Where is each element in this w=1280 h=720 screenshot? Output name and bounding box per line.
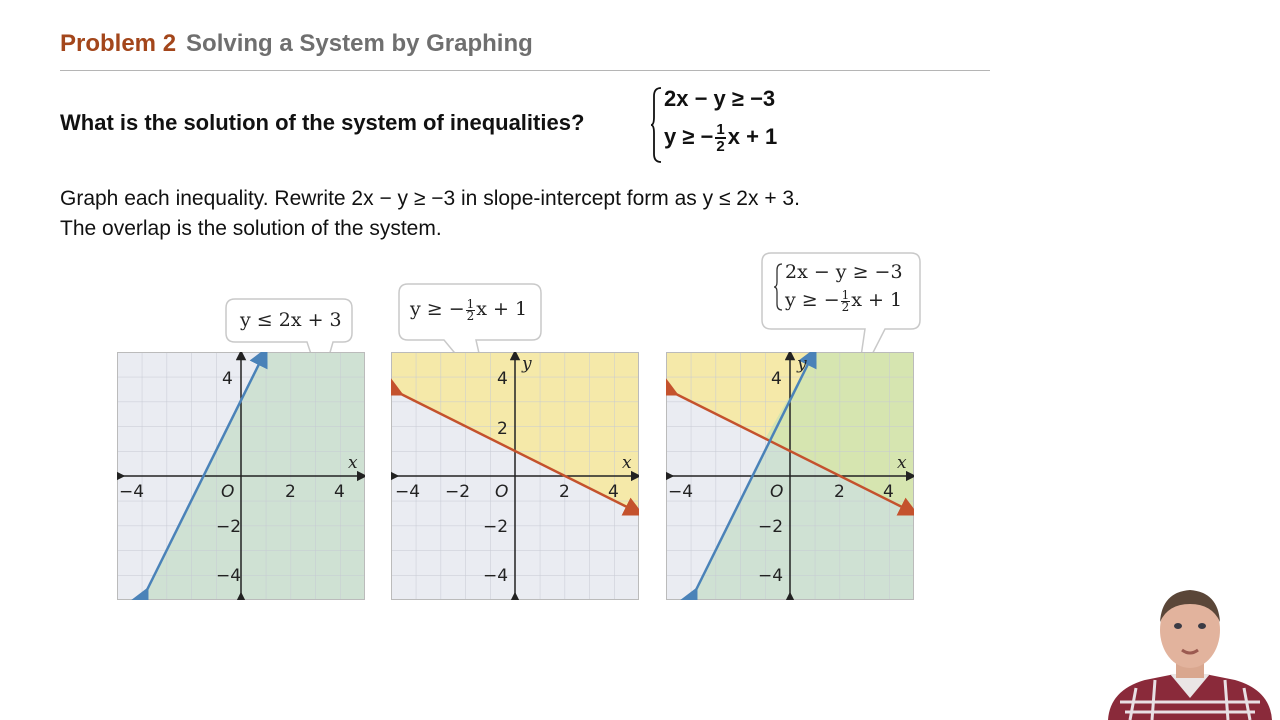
question-text: What is the solution of the system of inequalities? <box>60 110 585 135</box>
page-title <box>60 30 533 58</box>
graph-1-tick-x-neg4: −4 <box>119 482 145 502</box>
graph-3-tick-y-neg4: −4 <box>758 566 784 586</box>
graph-3-axis-y-label: y <box>797 354 807 374</box>
callout-3-fraction <box>841 287 851 314</box>
brace-icon <box>650 84 664 166</box>
graph-2-axis-y-label: y <box>522 354 532 374</box>
graph-1 <box>117 352 365 600</box>
callout-2-den: 2 <box>466 308 475 323</box>
callout-3-suffix: x + 1 <box>851 289 903 311</box>
graph-1-tick-x-4: 4 <box>334 482 345 502</box>
callout-2-suffix: x + 1 <box>476 298 528 320</box>
graph-1-tick-y-neg2: −2 <box>216 517 242 537</box>
callout-2-prefix: y ≥ − <box>410 298 465 320</box>
eq2-frac-num: 1 <box>716 121 725 138</box>
callout-3-prefix: y ≥ − <box>785 289 840 311</box>
graph-1-tick-y-neg4: −4 <box>216 566 242 586</box>
callout-2-fraction <box>466 296 476 323</box>
eq2-prefix: y ≥ − <box>664 123 714 149</box>
callout-3-den: 2 <box>841 299 850 314</box>
explanation-line-1: Graph each inequality. Rewrite 2x − y ≥ −3 in slope-intercept form as y ≤ 2x + 3. <box>60 187 800 210</box>
graph-2-tick-x-neg4: −4 <box>395 482 421 502</box>
system-eq2 <box>664 122 777 154</box>
problem-title: Solving a System by Graphing <box>186 30 533 57</box>
graph-1-tick-y-4: 4 <box>222 369 233 389</box>
graph-2-origin-label: O <box>495 482 509 502</box>
graph-1-axis-x-label: x <box>348 453 358 473</box>
graph-2-tick-x-neg2: −2 <box>445 482 471 502</box>
graph-1-tick-x-2: 2 <box>285 482 296 502</box>
graph-3-origin-label: O <box>770 482 784 502</box>
graph-2-tick-y-neg4: −4 <box>483 566 509 586</box>
title-divider <box>60 70 990 71</box>
graph-2-tick-x-4: 4 <box>608 482 619 502</box>
eq2-fraction <box>715 122 725 154</box>
graph-3-tick-y-neg2: −2 <box>758 517 784 537</box>
eq2-suffix: x + 1 <box>727 123 778 149</box>
system-eq1: 2x − y ≥ −3 <box>664 86 776 111</box>
callout-3-line-1: 2x − y ≥ −3 <box>785 261 903 283</box>
callout-2-num: 1 <box>466 296 475 311</box>
inequality-system <box>650 84 830 166</box>
graph-3-tick-x-2: 2 <box>834 482 845 502</box>
callout-3-line-2 <box>785 289 902 313</box>
graph-2-tick-y-4: 4 <box>497 369 508 389</box>
callout-3-num: 1 <box>841 287 850 302</box>
callout-2-text <box>410 298 527 322</box>
graph-3-axis-x-label: x <box>897 453 907 473</box>
callout-1-text: y ≤ 2x + 3 <box>240 309 342 331</box>
graph-2-axis-x-label: x <box>622 453 632 473</box>
graph-2-tick-x-2: 2 <box>559 482 570 502</box>
eq2-frac-den: 2 <box>716 138 725 155</box>
graph-3-tick-x-4: 4 <box>883 482 894 502</box>
graph-3-tick-x-neg4: −4 <box>668 482 694 502</box>
graph-2 <box>391 352 639 600</box>
explanation-line-2: The overlap is the solution of the system. <box>60 217 442 240</box>
graph-2-tick-y-neg2: −2 <box>483 517 509 537</box>
graph-3-tick-y-4: 4 <box>771 369 782 389</box>
problem-label: Problem 2 <box>60 30 177 57</box>
graph-3 <box>666 352 914 600</box>
graph-2-tick-y-2: 2 <box>497 419 508 439</box>
graph-1-origin-label: O <box>221 482 235 502</box>
presenter-video <box>1100 580 1280 720</box>
explanation <box>60 184 800 244</box>
